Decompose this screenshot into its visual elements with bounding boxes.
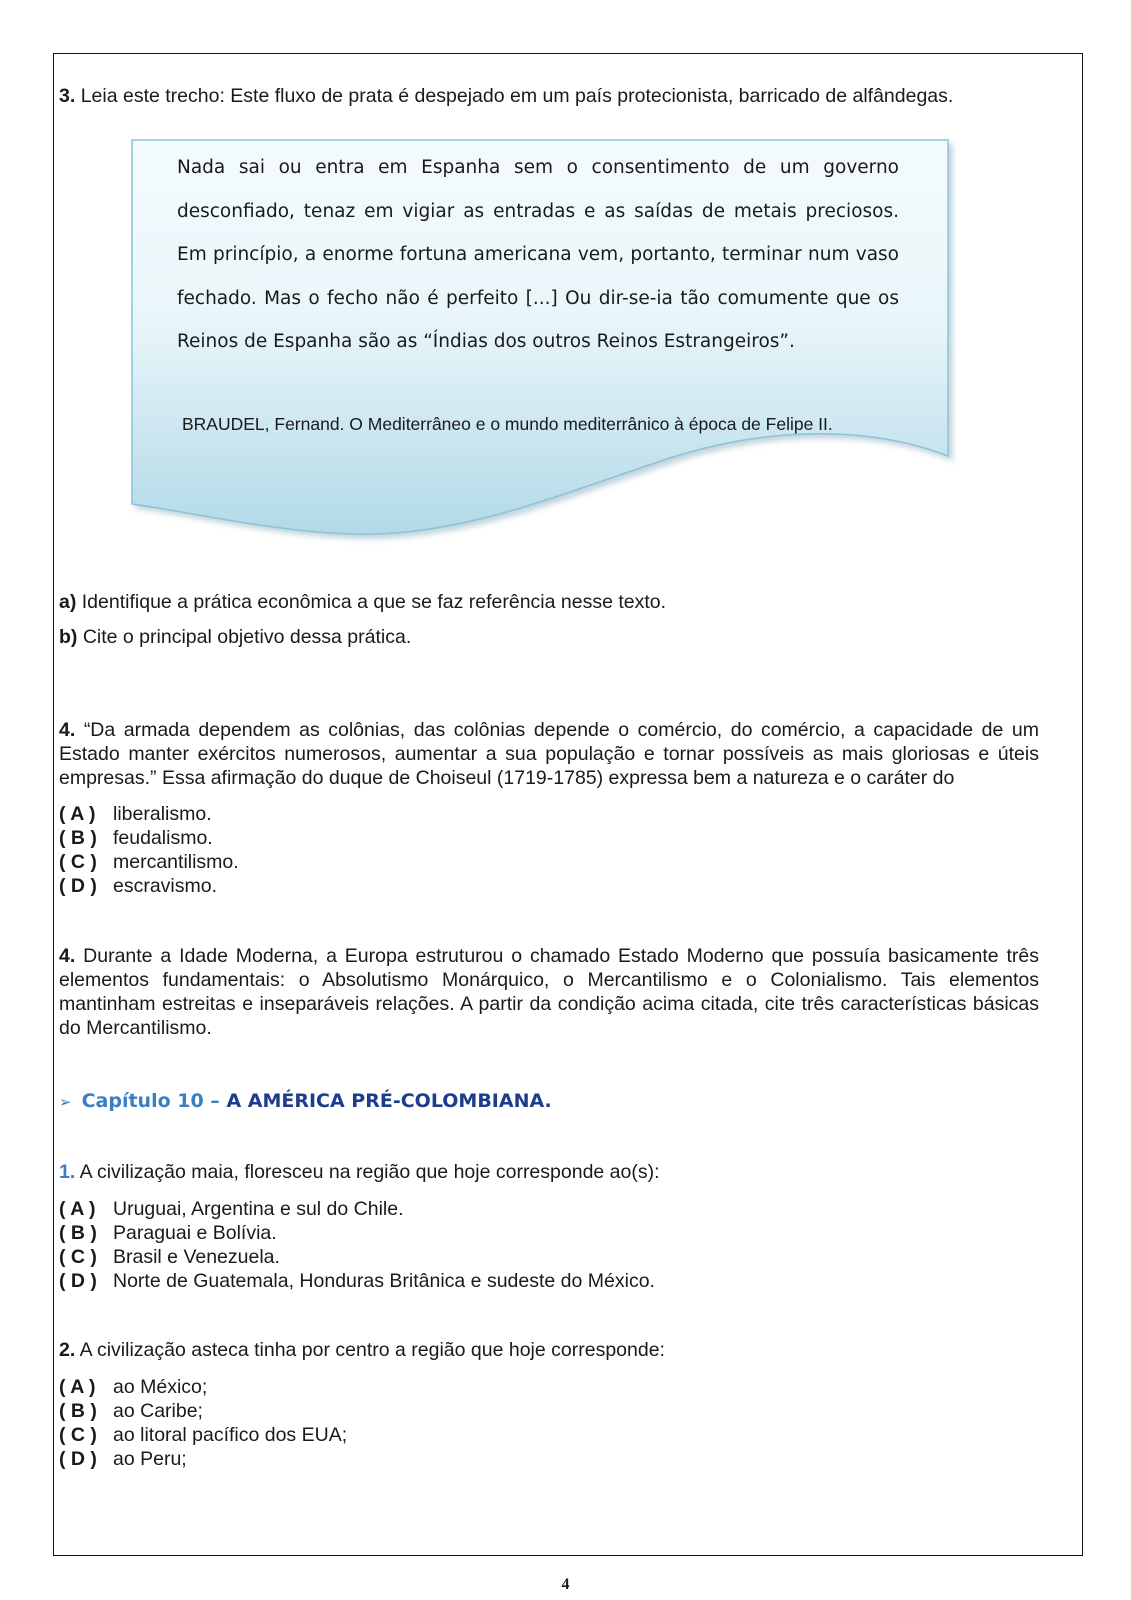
question-text: A civilização asteca tinha por centro a região que hoje corresponde: xyxy=(79,1339,665,1361)
chapter-heading xyxy=(59,1088,552,1115)
question-3b xyxy=(59,625,411,649)
chapter-dot: . xyxy=(544,1090,552,1112)
page-number: 4 xyxy=(561,1576,570,1593)
item-label: b) xyxy=(59,626,78,648)
option[interactable]: ( A ) Uruguai, Argentina e sul do Chile. xyxy=(59,1198,404,1220)
arrow-bullet-icon: ➢ xyxy=(59,1093,72,1111)
option[interactable]: ( D ) escravismo. xyxy=(59,875,218,897)
chapter-question-2-options xyxy=(59,1375,347,1471)
option[interactable]: ( C ) ao litoral pacífico dos EUA; xyxy=(59,1424,348,1446)
question-3a xyxy=(59,590,666,614)
chapter-question-2 xyxy=(59,1338,665,1362)
option[interactable]: ( B ) ao Caribe; xyxy=(59,1400,203,1422)
question-3-prompt xyxy=(59,84,1069,108)
question-number: 3. xyxy=(59,85,76,107)
question-4b-text xyxy=(59,944,1039,1040)
option[interactable]: ( B ) Paraguai e Bolívia. xyxy=(59,1222,277,1244)
question-number: 2. xyxy=(59,1339,76,1361)
question-4a-text xyxy=(59,718,1039,790)
option[interactable]: ( C ) Brasil e Venezuela. xyxy=(59,1246,280,1268)
question-number: 1. xyxy=(59,1161,76,1183)
question-text: Leia este trecho: Este fluxo de prata é despejado em um país protecionista, barricado de alfândegas. xyxy=(80,85,954,107)
option[interactable]: ( D ) Norte de Guatemala, Honduras Britânica e sudeste do México. xyxy=(59,1270,655,1292)
quote-source: BRAUDEL, Fernand. O Mediterrâneo e o mundo mediterrânico à época de Felipe II. xyxy=(182,414,833,434)
quote-text: Nada sai ou entra em Espanha sem o consentimento de um governo desconfiado, tenaz em vigiar as entradas e as saídas de metais preciosos. Em princípio, a enorme fortuna americana vem, portanto, terminar num vaso fechado. Mas o fecho não é perfeito [...] Ou dir-se-ia tão comumente que os Reinos de Espanha são as “Índias dos outros Reinos Estrangeiros”. xyxy=(177,157,899,352)
option[interactable]: ( D ) ao Peru; xyxy=(59,1448,187,1470)
question-text: A civilização maia, floresceu na região que hoje corresponde ao(s): xyxy=(79,1161,660,1183)
question-4a-options xyxy=(59,802,239,898)
item-text: Cite o principal objetivo dessa prática. xyxy=(82,626,412,648)
option[interactable]: ( B ) feudalismo. xyxy=(59,827,213,849)
chapter-title: A AMÉRICA PRÉ-COLOMBIANA xyxy=(226,1090,545,1112)
item-label: a) xyxy=(59,591,77,613)
chapter-label: Capítulo 10 – xyxy=(81,1090,220,1112)
question-number: 4. xyxy=(59,719,76,741)
option[interactable]: ( C ) mercantilismo. xyxy=(59,851,239,873)
option[interactable]: ( A ) ao México; xyxy=(59,1376,208,1398)
chapter-question-1 xyxy=(59,1160,660,1184)
question-text: Durante a Idade Moderna, a Europa estruturou o chamado Estado Moderno que possuía basicamente três elementos fundamentais: o Absolutismo Monárquico, o Mercantilismo e o Colonialismo. Tais elementos mantinham estreitas e inseparáveis relações. A partir da condição acima citada, cite três características básicas do Mercantilismo. xyxy=(59,945,1040,1039)
question-text: “Da armada dependem as colônias, das colônias depende o comércio, do comércio, a capacidade de um Estado manter exércitos numerosos, aumentar a sua população e tornar possíveis as mais gloriosas e úteis empresas.” Essa afirmação do duque de Choiseul (1719-1785) expressa bem a natureza e o caráter do xyxy=(59,719,1039,789)
option[interactable]: ( A ) liberalismo. xyxy=(59,803,212,825)
item-text: Identifique a prática econômica a que se faz referência nesse texto. xyxy=(81,591,667,613)
question-number: 4. xyxy=(59,945,76,967)
chapter-question-1-options xyxy=(59,1197,655,1293)
